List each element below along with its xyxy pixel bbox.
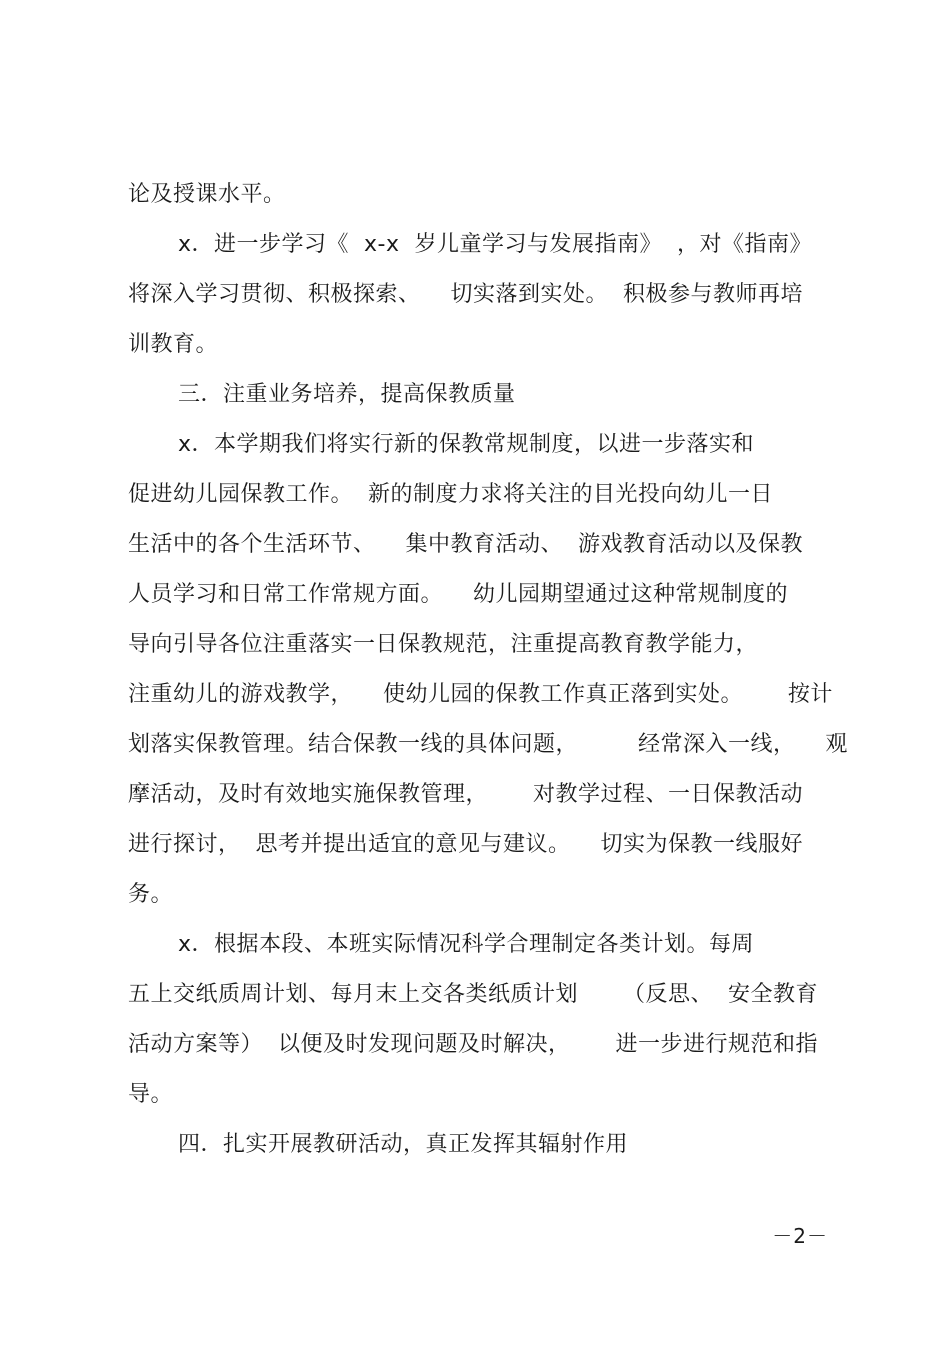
text-line: x．进一步学习《 x-x 岁儿童学习与发展指南》 ，对《指南》 bbox=[178, 232, 812, 257]
text-line: 五上交纸质周计划、每月末上交各类纸质计划 （反思、 安全教育 bbox=[128, 982, 818, 1007]
text-line: 导。 bbox=[128, 1082, 174, 1107]
text-line: 活动方案等） 以便及时发现问题及时解决， 进一步进行规范和指 bbox=[128, 1032, 818, 1057]
text-line: 注重幼儿的游戏教学， 使幼儿园的保教工作真正落到实处。 按计 bbox=[128, 682, 833, 707]
text-line: 摩活动，及时有效地实施保教管理， 对教学过程、一日保教活动 bbox=[128, 782, 803, 807]
text-line: 促进幼儿园保教工作。 新的制度力求将关注的目光投向幼儿一日 bbox=[128, 482, 773, 507]
text-line: 导向引导各位注重落实一日保教规范，注重提高教育教学能力， bbox=[128, 632, 759, 657]
text-line: 论及授课水平。 bbox=[128, 182, 286, 207]
text-line: x．根据本段、本班实际情况科学合理制定各类计划。每周 bbox=[178, 932, 755, 957]
text-line: 训教育。 bbox=[128, 332, 219, 357]
text-line: 务。 bbox=[128, 882, 174, 907]
section-heading: 三．注重业务培养，提高保教质量 bbox=[178, 382, 516, 407]
page-number: －2－ bbox=[772, 1224, 828, 1248]
text-line: 将深入学习贯彻、积极探索、 切实落到实处。 积极参与教师再培 bbox=[128, 282, 803, 307]
text-line: x．本学期我们将实行新的保教常规制度，以进一步落实和 bbox=[178, 432, 755, 457]
text-line: 人员学习和日常工作常规方面。 幼儿园期望通过这种常规制度的 bbox=[128, 582, 788, 607]
text-line: 进行探讨， 思考并提出适宜的意见与建议。 切实为保教一线服好 bbox=[128, 832, 803, 857]
text-line: 划落实保教管理。结合保教一线的具体问题， 经常深入一线， 观 bbox=[128, 732, 848, 757]
section-heading: 四．扎实开展教研活动，真正发挥其辐射作用 bbox=[178, 1132, 629, 1157]
text-line: 生活中的各个生活环节、 集中教育活动、 游戏教育活动以及保教 bbox=[128, 532, 803, 557]
